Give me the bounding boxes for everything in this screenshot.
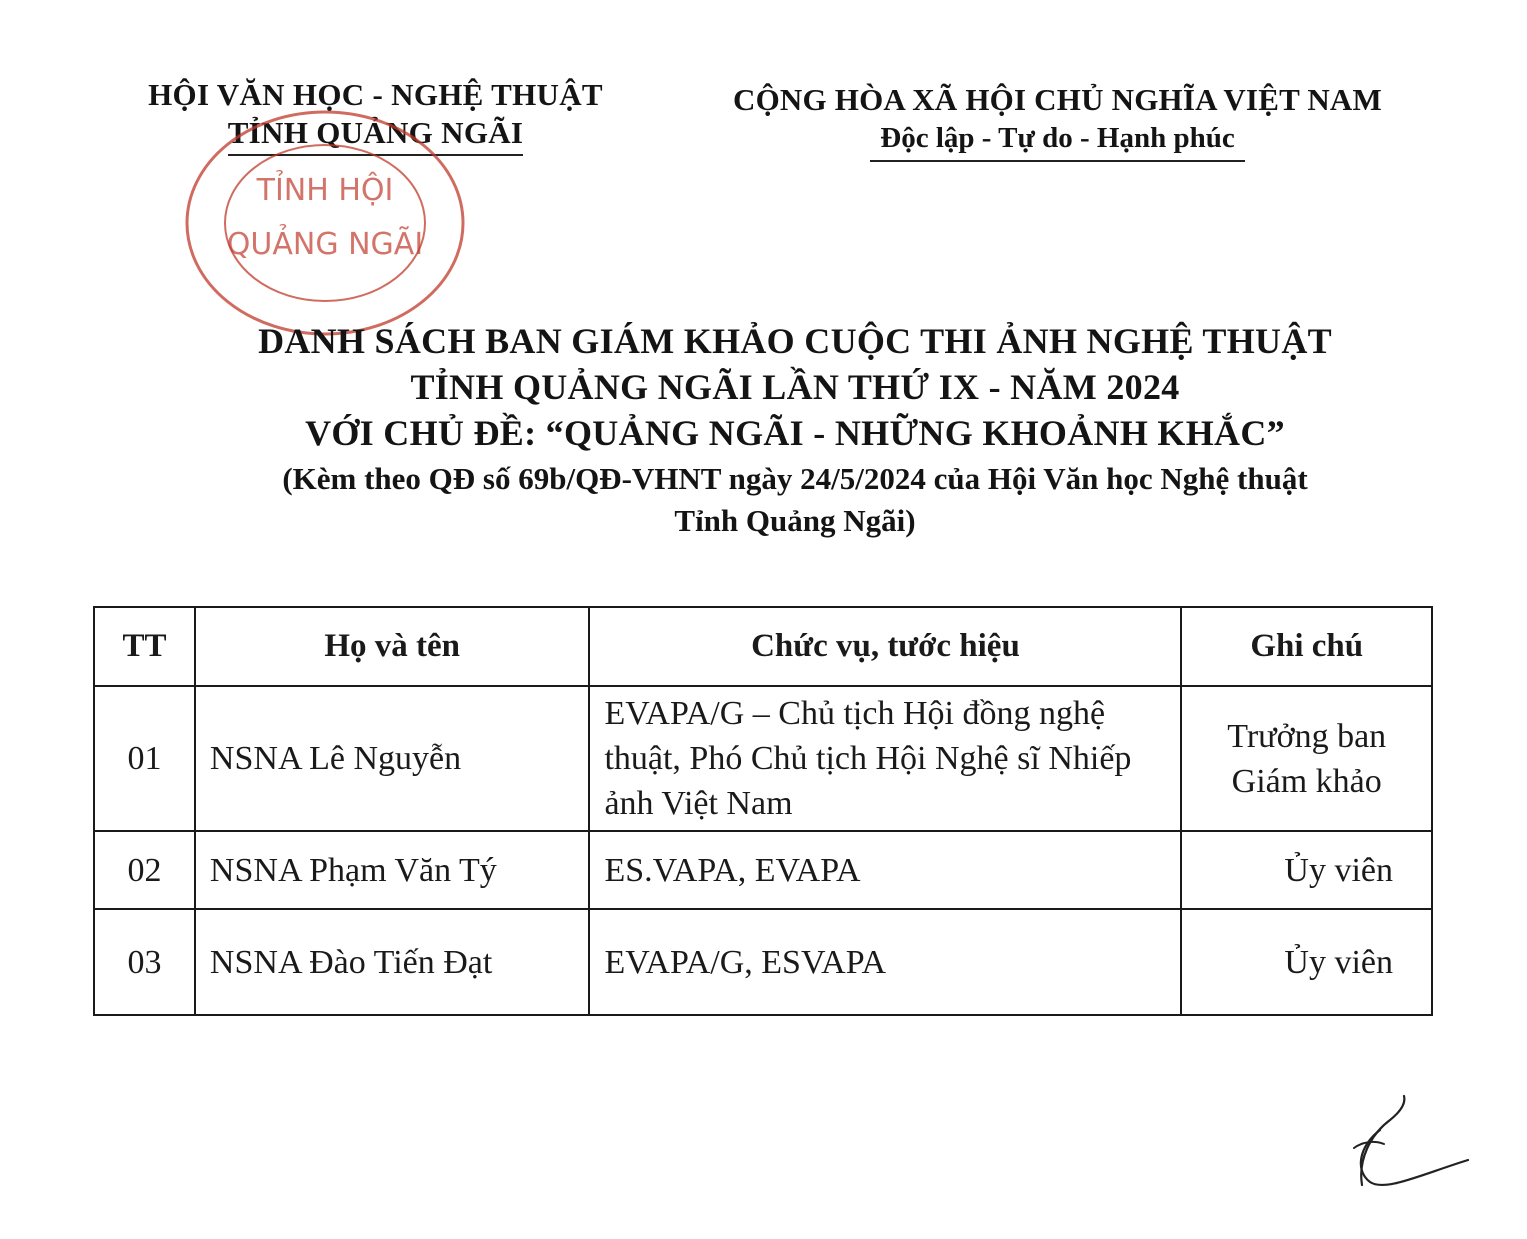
member-title: EVAPA/G – Chủ tịch Hội đồng nghệ thuật, Phó Chủ tịch Hội Nghệ sĩ Nhiếp ảnh Việt Nam [589, 686, 1181, 831]
document-title-line2: TỈNH QUẢNG NGÃI LẦN THỨ IX - NĂM 2024 [410, 367, 1180, 407]
document-title-line3: VỚI CHỦ ĐỀ: “QUẢNG NGÃI - NHỮNG KHOẢNH KHẮC” [305, 413, 1285, 453]
column-header-note: Ghi chú [1181, 607, 1432, 686]
member-name: NSNA Phạm Văn Tý [195, 831, 590, 909]
seal-text-line1: TỈNH HỘI [256, 173, 394, 208]
table-row [94, 909, 1432, 1015]
jury-table [93, 606, 1433, 1016]
member-role: Ủy viên [1181, 909, 1432, 1015]
member-title: EVAPA/G, ESVAPA [589, 909, 1181, 1015]
handwritten-initial-icon [1340, 1090, 1480, 1200]
national-motto: Độc lập - Tự do - Hạnh phúc [870, 120, 1245, 162]
document-title-line1: DANH SÁCH BAN GIÁM KHẢO CUỘC THI ẢNH NGHỆ THUẬT [258, 321, 1332, 361]
row-number: 03 [94, 909, 195, 1015]
seal-text-line2: QUẢNG NGÃI [226, 227, 424, 262]
document-reference-line2: Tỉnh Quảng Ngãi) [674, 503, 916, 538]
member-role: Trưởng ban Giám khảo [1181, 686, 1432, 831]
table-header-row [94, 607, 1432, 686]
document-reference-line1: (Kèm theo QĐ số 69b/QĐ-VHNT ngày 24/5/2024 của Hội Văn học Nghệ thuật [282, 461, 1308, 496]
column-header-tt: TT [94, 607, 195, 686]
member-name: NSNA Lê Nguyễn [195, 686, 590, 831]
row-number: 02 [94, 831, 195, 909]
column-header-title: Chức vụ, tước hiệu [589, 607, 1181, 686]
column-header-name: Họ và tên [195, 607, 590, 686]
member-name: NSNA Đào Tiến Đạt [195, 909, 590, 1015]
member-title: ES.VAPA, EVAPA [589, 831, 1181, 909]
national-title: CỘNG HÒA XÃ HỘI CHỦ NGHĨA VIỆT NAM [733, 82, 1382, 117]
row-number: 01 [94, 686, 195, 831]
organization-province: TỈNH QUẢNG NGÃI [228, 114, 524, 156]
table-row [94, 831, 1432, 909]
member-role: Ủy viên [1181, 831, 1432, 909]
official-seal-icon [183, 108, 468, 338]
organization-name: HỘI VĂN HỌC - NGHỆ THUẬT [148, 77, 603, 112]
national-header [715, 80, 1400, 162]
table-row [94, 686, 1432, 831]
document-title-block [150, 318, 1440, 540]
